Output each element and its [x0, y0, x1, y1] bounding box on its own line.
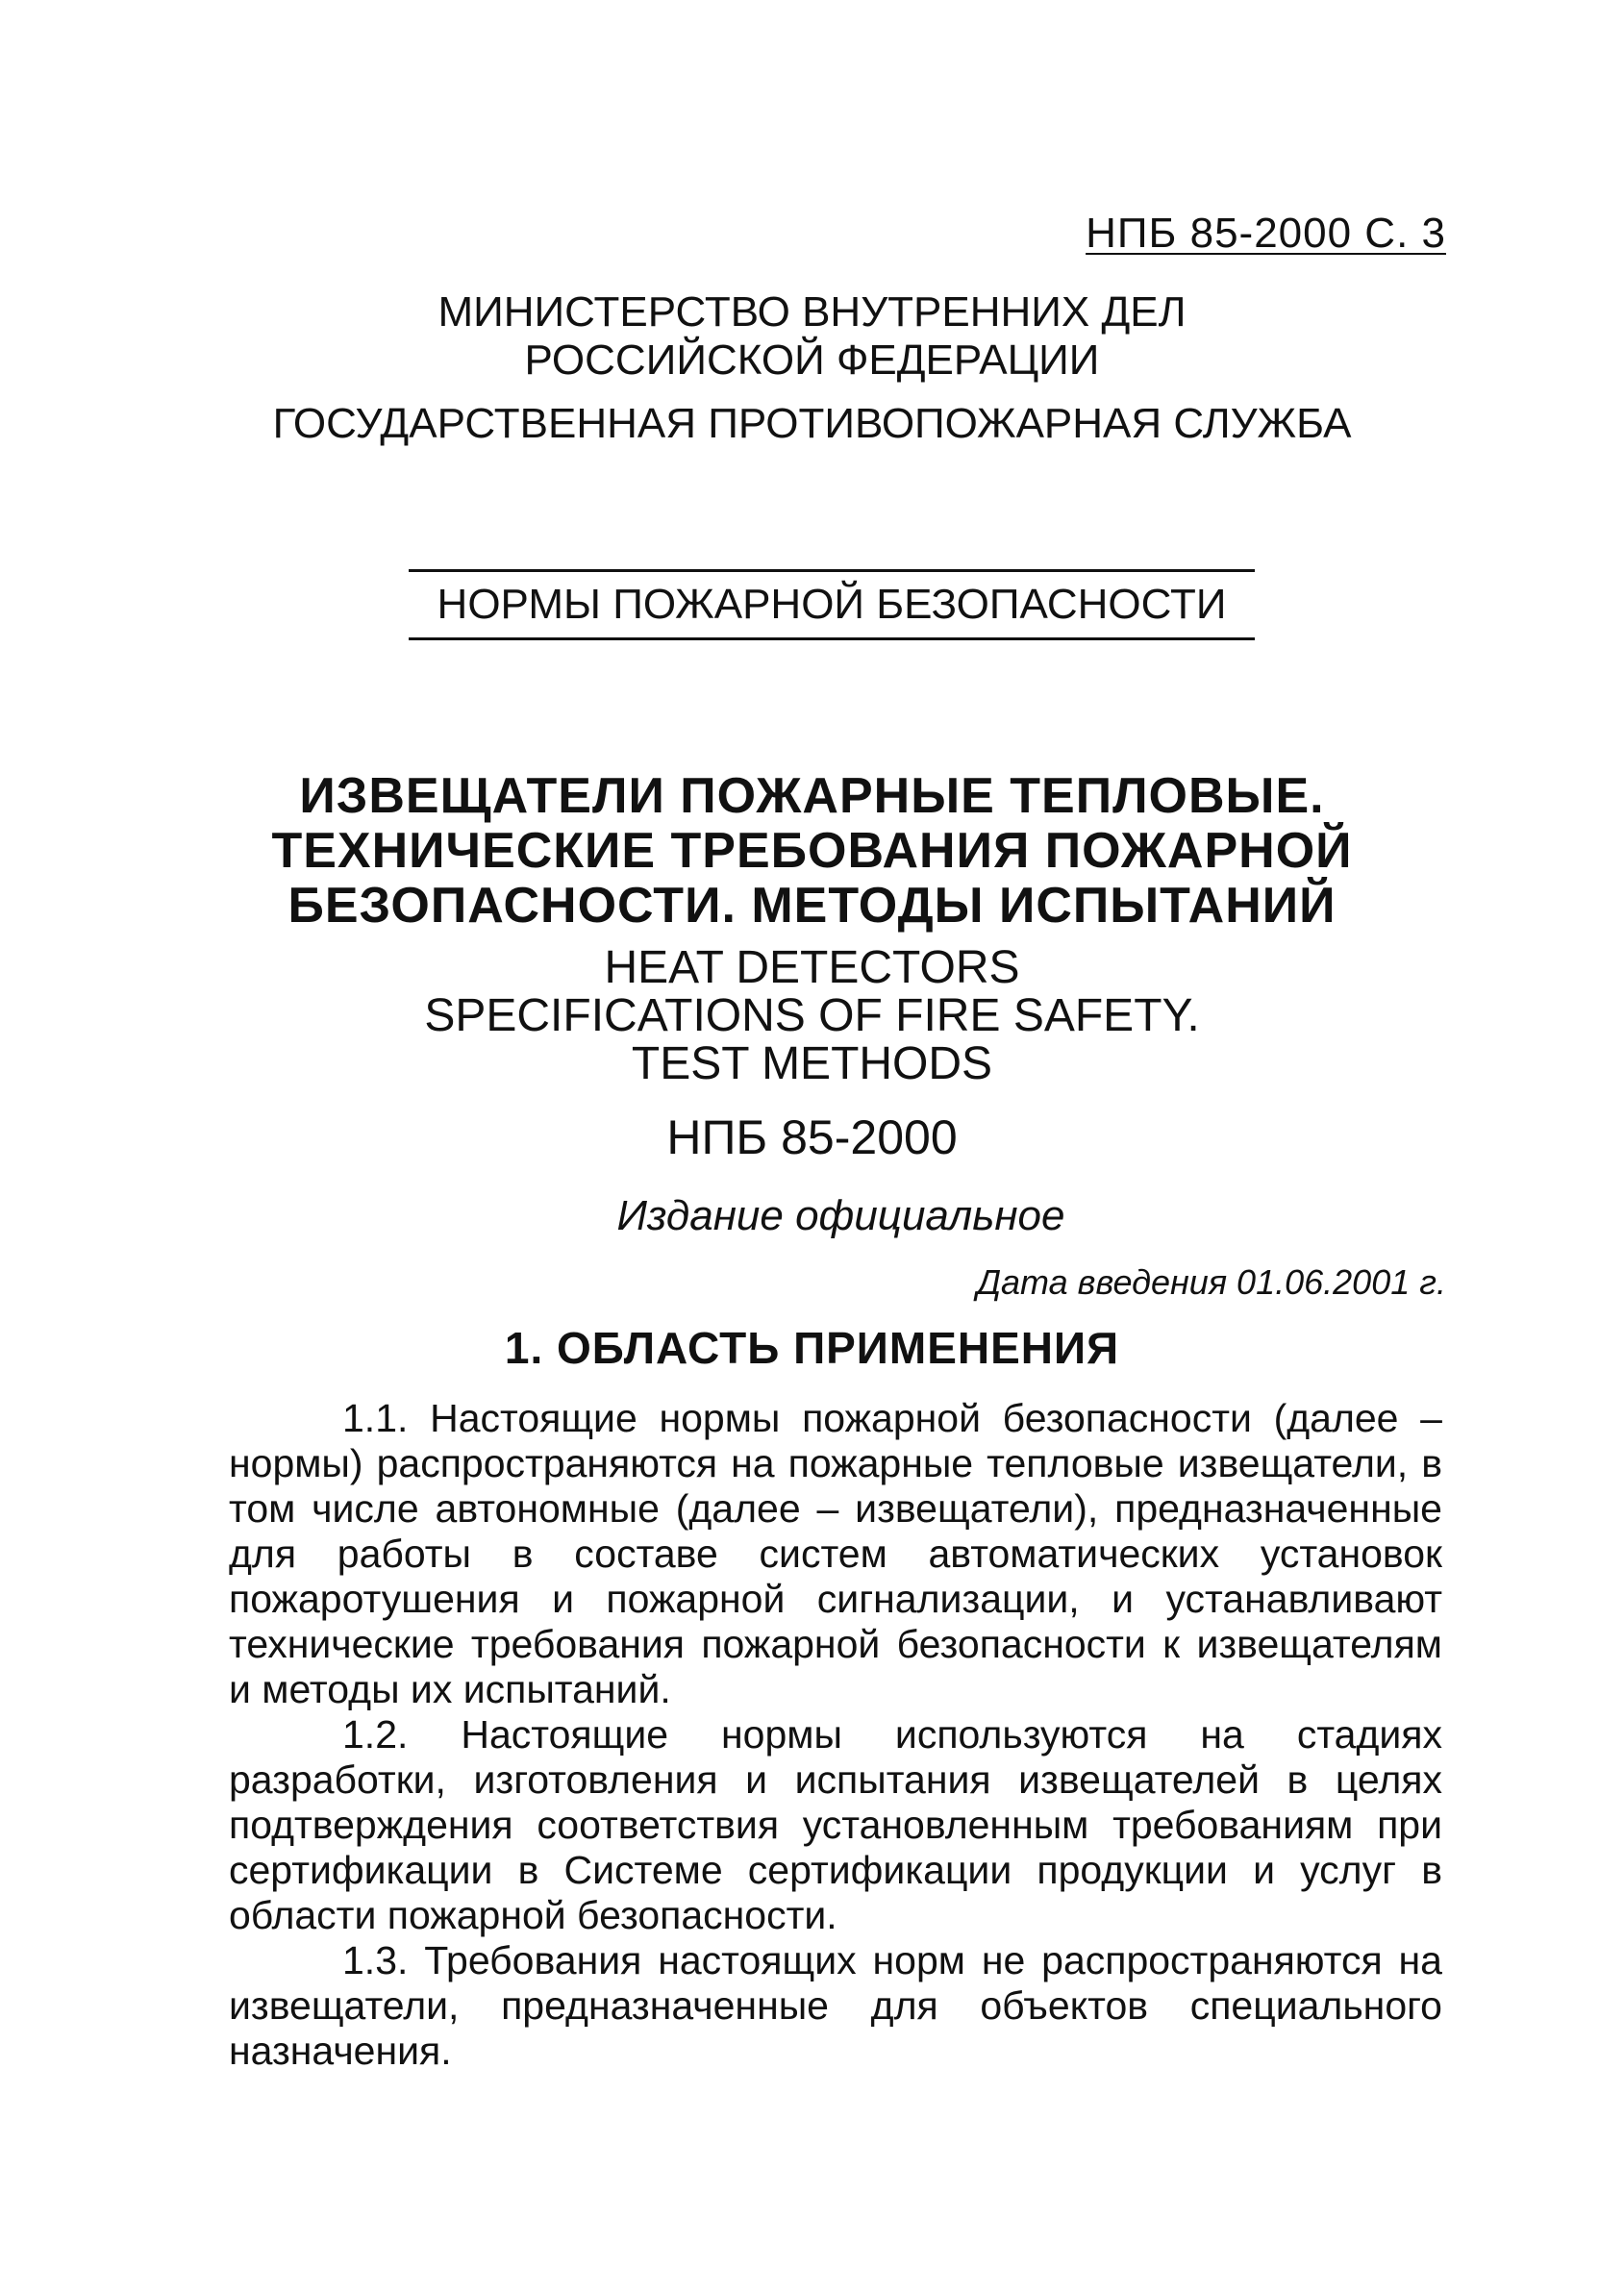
effective-date: Дата введения 01.06.2001 г. — [976, 1262, 1446, 1302]
ministry-block — [0, 288, 1624, 385]
document-title-russian — [0, 769, 1624, 934]
edition-label: Издание официальное — [616, 1192, 1065, 1239]
section-body — [229, 1396, 1442, 2074]
title-ru-line-1: ИЗВЕЩАТЕЛИ ПОЖАРНЫЕ ТЕПЛОВЫЕ. — [299, 768, 1325, 824]
norms-bottom-divider — [409, 637, 1255, 640]
fire-service-name: ГОСУДАРСТВЕННАЯ ПРОТИВОПОЖАРНАЯ СЛУЖБА — [272, 400, 1352, 447]
norms-label: НОРМЫ ПОЖАРНОЙ БЕЗОПАСНОСТИ — [437, 581, 1227, 628]
document-title-english — [0, 944, 1624, 1088]
title-en-line-1: HEAT DETECTORS — [604, 942, 1020, 993]
title-en-line-3: TEST METHODS — [631, 1038, 993, 1089]
section-heading: 1. ОБЛАСТЬ ПРИМЕНЕНИЯ — [504, 1323, 1120, 1373]
title-ru-line-3: БЕЗОПАСНОСТИ. МЕТОДЫ ИСПЫТАНИЙ — [287, 878, 1337, 934]
ministry-line-2: РОССИЙСКОЙ ФЕДЕРАЦИИ — [524, 336, 1100, 384]
paragraph-1-1: 1.1. Настоящие нормы пожарной безопасности (далее – нормы) распространяются на пожарные тепловые извещатели, в том числе автономные (далее – извещатели), предназначенные для работы в составе систем автоматических установок пожаротушения и пожарной сигнализации, и устанавливают технические требования пожарной безопасности к извещателям и методы их испытаний. — [229, 1396, 1442, 1711]
paragraph-1-3: 1.3. Требования настоящих норм не распространяются на извещатели, предназначенные для объектов специального назначения. — [229, 1938, 1442, 2073]
title-en-line-2: SPECIFICATIONS OF FIRE SAFETY. — [424, 990, 1200, 1041]
title-ru-line-2: ТЕХНИЧЕСКИЕ ТРЕБОВАНИЯ ПОЖАРНОЙ — [271, 823, 1353, 879]
page-header-reference: НПБ 85-2000 С. 3 — [1086, 210, 1446, 257]
paragraph-1-2: 1.2. Настоящие нормы используются на стадиях разработки, изготовления и испытания извещателей в целях подтверждения соответствия установленным требованиям при сертификации в Системе сертификации продукции и услуг в области пожарной безопасности. — [229, 1712, 1442, 1937]
ministry-line-1: МИНИСТЕРСТВО ВНУТРЕННИХ ДЕЛ — [437, 288, 1187, 336]
norms-top-divider — [409, 569, 1255, 572]
document-code: НПБ 85-2000 — [666, 1110, 958, 1164]
